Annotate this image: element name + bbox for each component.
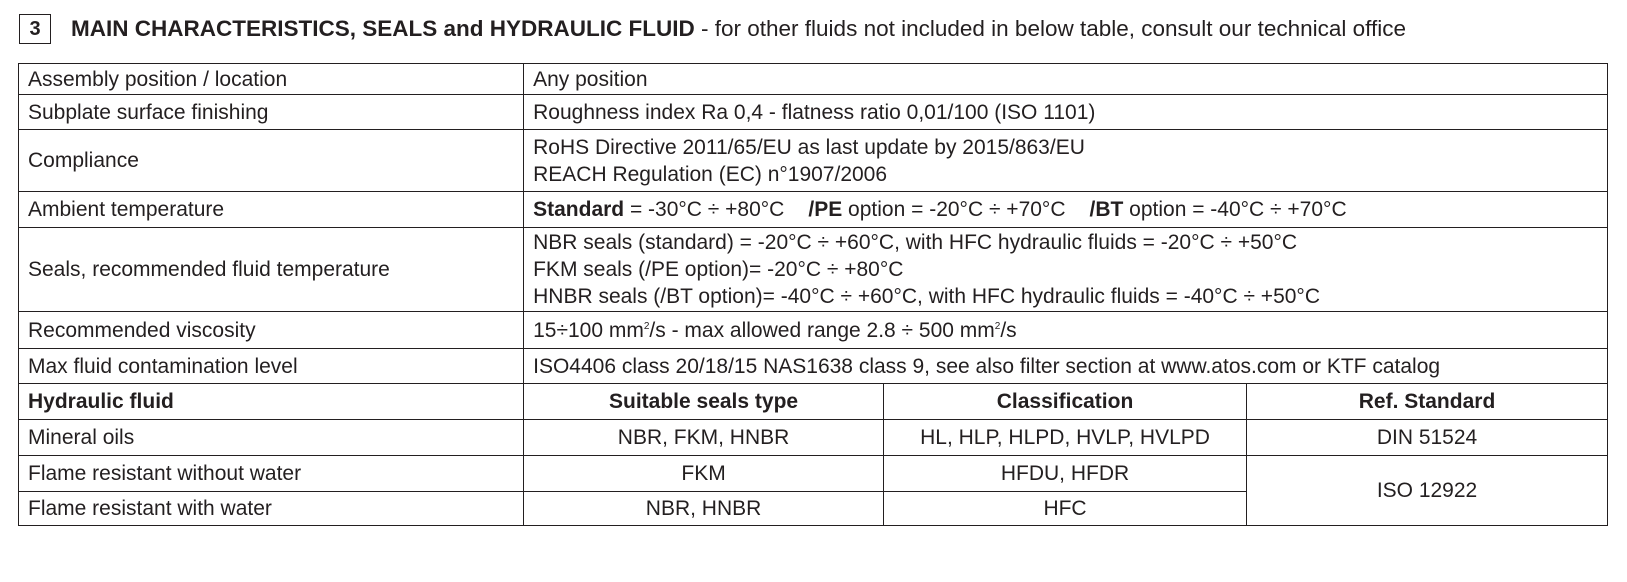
- seals-hnbr: HNBR seals (/BT option)= -40°C ÷ +60°C, with HFC hydraulic fluids = -40°C ÷ +50°C: [533, 285, 1320, 308]
- seals-label: Seals, recommended fluid temperature: [19, 228, 524, 312]
- header-hydraulic-fluid: Hydraulic fluid: [19, 384, 524, 420]
- row-assembly: [19, 64, 1608, 95]
- ambient-standard-value: = -30°C ÷ +80°C: [624, 198, 785, 221]
- ambient-value: [524, 192, 1608, 228]
- header-ref-standard: Ref. Standard: [1247, 384, 1608, 420]
- fluid-standard: DIN 51524: [1247, 420, 1608, 456]
- contamination-value: ISO4406 class 20/18/15 NAS1638 class 9, see also filter section at www.atos.com or KTF catalog: [524, 349, 1608, 384]
- row-viscosity: [19, 312, 1608, 349]
- section-title: [71, 16, 1406, 42]
- row-seals: [19, 228, 1608, 312]
- row-contamination: [19, 349, 1608, 384]
- ambient-standard-label: Standard: [533, 198, 625, 221]
- compliance-label: Compliance: [19, 130, 524, 192]
- assembly-value: Any position: [524, 64, 1608, 95]
- fluid-classification: HFC: [884, 492, 1247, 526]
- fluid-classification: HL, HLP, HLPD, HVLP, HVLPD: [884, 420, 1247, 456]
- fluid-seals: FKM: [524, 456, 884, 492]
- characteristics-table: [18, 63, 1608, 526]
- fluid-name: Flame resistant without water: [19, 456, 524, 492]
- seals-nbr: NBR seals (standard) = -20°C ÷ +60°C, with HFC hydraulic fluids = -20°C ÷ +50°C: [533, 231, 1298, 254]
- viscosity-value: [524, 312, 1608, 349]
- fluid-name: Mineral oils: [19, 420, 524, 456]
- section-header: [19, 12, 1406, 46]
- fluid-classification: HFDU, HFDR: [884, 456, 1247, 492]
- subplate-label: Subplate surface finishing: [19, 95, 524, 130]
- section-subtitle: - for other fluids not included in below table, consult our technical office: [694, 16, 1406, 41]
- header-classification: Classification: [884, 384, 1247, 420]
- viscosity-part3: /s: [1000, 318, 1017, 342]
- fluid-name: Flame resistant with water: [19, 492, 524, 526]
- row-ambient: [19, 192, 1608, 228]
- compliance-rohs: RoHS Directive 2011/65/EU as last update by 2015/863/EU: [533, 135, 1085, 159]
- section-title-bold: MAIN CHARACTERISTICS, SEALS and HYDRAULIC FLUID: [71, 16, 695, 41]
- row-subplate: [19, 95, 1608, 130]
- row-compliance: [19, 130, 1608, 192]
- subplate-value: Roughness index Ra 0,4 - flatness ratio 0,01/100 (ISO 1101): [524, 95, 1608, 130]
- table-row: [19, 456, 1608, 492]
- compliance-value: [524, 130, 1608, 192]
- viscosity-sup1: 2: [643, 320, 650, 332]
- ambient-bt-value: option = -40°C ÷ +70°C: [1123, 198, 1347, 221]
- contamination-label: Max fluid contamination level: [19, 349, 524, 384]
- assembly-label: Assembly position / location: [19, 64, 524, 95]
- compliance-reach: REACH Regulation (EC) n°1907/2006: [533, 162, 888, 186]
- section-number-box: 3: [19, 14, 51, 44]
- fluid-seals: NBR, HNBR: [524, 492, 884, 526]
- viscosity-part1: 15÷100 mm: [533, 318, 644, 342]
- viscosity-label: Recommended viscosity: [19, 312, 524, 349]
- viscosity-sup2: 2: [994, 320, 1001, 332]
- fluid-standard: ISO 12922: [1247, 456, 1608, 526]
- ambient-pe-label: /PE: [808, 198, 843, 221]
- header-seals-type: Suitable seals type: [524, 384, 884, 420]
- seals-fkm: FKM seals (/PE option)= -20°C ÷ +80°C: [533, 258, 904, 281]
- ambient-label: Ambient temperature: [19, 192, 524, 228]
- ambient-bt-label: /BT: [1089, 198, 1124, 221]
- table-row: [19, 420, 1608, 456]
- viscosity-part2: /s - max allowed range 2.8 ÷ 500 mm: [649, 318, 995, 342]
- fluid-table-header-row: [19, 384, 1608, 420]
- seals-value: [524, 228, 1608, 312]
- fluid-seals: NBR, FKM, HNBR: [524, 420, 884, 456]
- ambient-pe-value: option = -20°C ÷ +70°C: [842, 198, 1066, 221]
